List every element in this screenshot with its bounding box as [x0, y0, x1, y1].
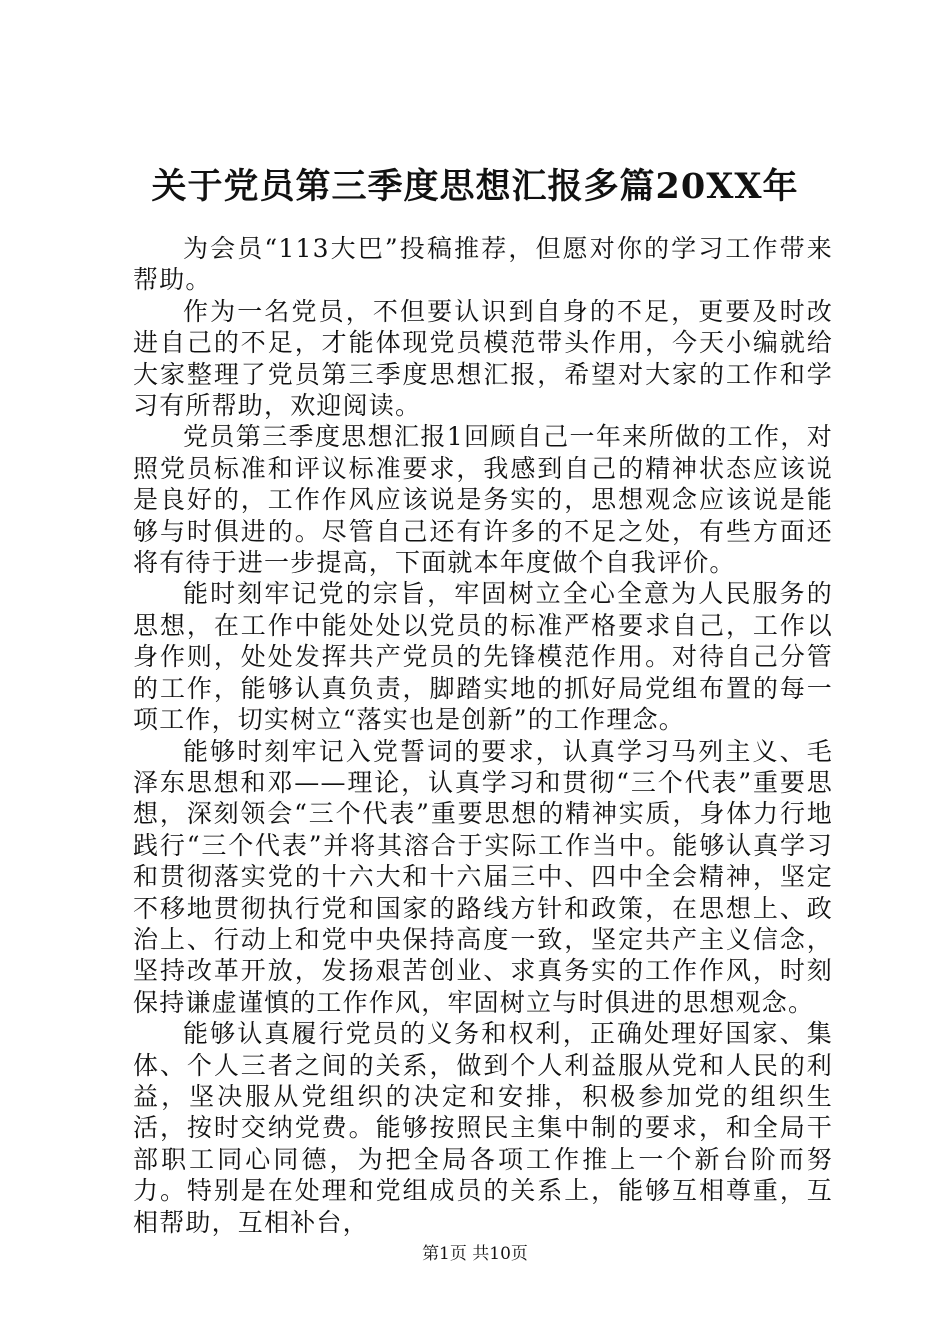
paragraph: 党员第三季度思想汇报1回顾自己一年来所做的工作，对照党员标准和评议标准要求，我感到自己的精神状态应该说是良好的，工作作风应该说是务实的，思想观念应该说是能够与时俱进的。尽管自己还有许多的不足之处，有些方面还将有待于进一步提高，下面就本年度做个自我评价。	[133, 422, 833, 578]
document-title: 关于党员第三季度思想汇报多篇20XX年	[151, 166, 799, 207]
paragraph: 能够时刻牢记入党誓词的要求，认真学习马列主义、毛泽东思想和邓——理论，认真学习和贯彻“三个代表”重要思想，深刻领会“三个代表”重要思想的精神实质，身体力行地践行“三个代表”并将其溶合于实际工作当中。能够认真学习和贯彻落实党的十六大和十六届三中、四中全会精神，坚定不移地贯彻执行党和国家的路线方针和政策，在思想上、政治上、行动上和党中央保持高度一致，坚定共产主义信念，坚持改革开放，发扬艰苦创业、求真务实的工作作风，时刻保持谦虚谨慎的工作作风，牢固树立与时俱进的思想观念。	[133, 736, 833, 1017]
paragraph: 能够认真履行党员的义务和权利，正确处理好国家、集体、个人三者之间的关系，做到个人利益服从党和人民的利益，坚决服从党组织的决定和安排，积极参加党的组织生活，按时交纳党费。能够按照民主集中制的要求，和全局干部职工同心同德，为把全局各项工作推上一个新台阶而努力。特别是在处理和党组成员的关系上，能够互相尊重，互相帮助，互相补台，	[133, 1019, 833, 1237]
page-footer: 第1页 共10页	[422, 1244, 528, 1264]
paragraph: 为会员“113大巴”投稿推荐，但愿对你的学习工作带来帮助。	[133, 234, 833, 295]
document-body	[133, 233, 833, 1238]
paragraph: 作为一名党员，不但要认识到自身的不足，更要及时改进自己的不足，才能体现党员模范带头作用，今天小编就给大家整理了党员第三季度思想汇报，希望对大家的工作和学习有所帮助，欢迎阅读。	[133, 296, 833, 421]
paragraph: 能时刻牢记党的宗旨，牢固树立全心全意为人民服务的思想，在工作中能处处以党员的标准严格要求自己，工作以身作则，处处发挥共产党员的先锋模范作用。对待自己分管的工作，能够认真负责，脚踏实地的抓好局党组布置的每一项工作，切实树立“落实也是创新”的工作理念。	[133, 579, 833, 735]
